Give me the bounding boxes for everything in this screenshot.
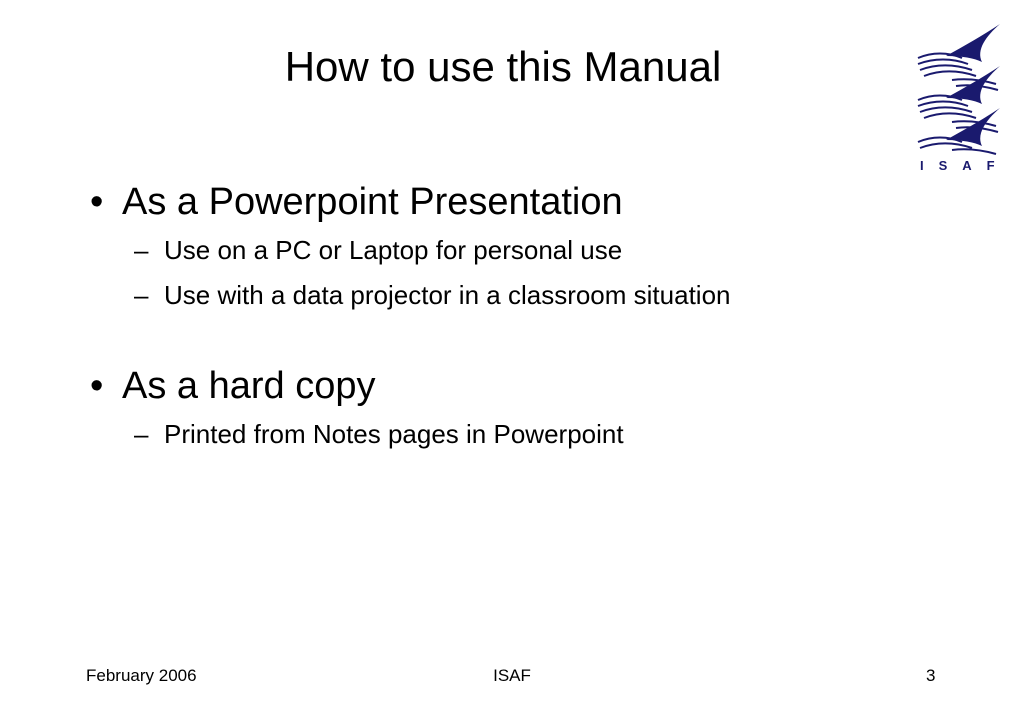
sub-bullet-item: – Printed from Notes pages in Powerpoint (86, 412, 946, 457)
bullet-item: • As a hard copy (86, 360, 946, 412)
slide-title: How to use this Manual (284, 43, 722, 90)
sub-bullet-item: – Use with a data projector in a classroom situation (86, 273, 946, 318)
isaf-logo-text: ISAF (920, 158, 1010, 173)
bullet-item: • As a Powerpoint Presentation (86, 176, 946, 228)
footer-org: ISAF (493, 666, 531, 685)
sub-bullet-item: – Use on a PC or Laptop for personal use (86, 228, 946, 273)
isaf-emblem-icon (912, 22, 1008, 158)
isaf-logo (912, 22, 1008, 182)
spacer (86, 318, 946, 360)
footer-page-number: 3 (926, 666, 936, 685)
footer-date: February 2006 (86, 666, 197, 685)
bullet-list (86, 176, 946, 457)
